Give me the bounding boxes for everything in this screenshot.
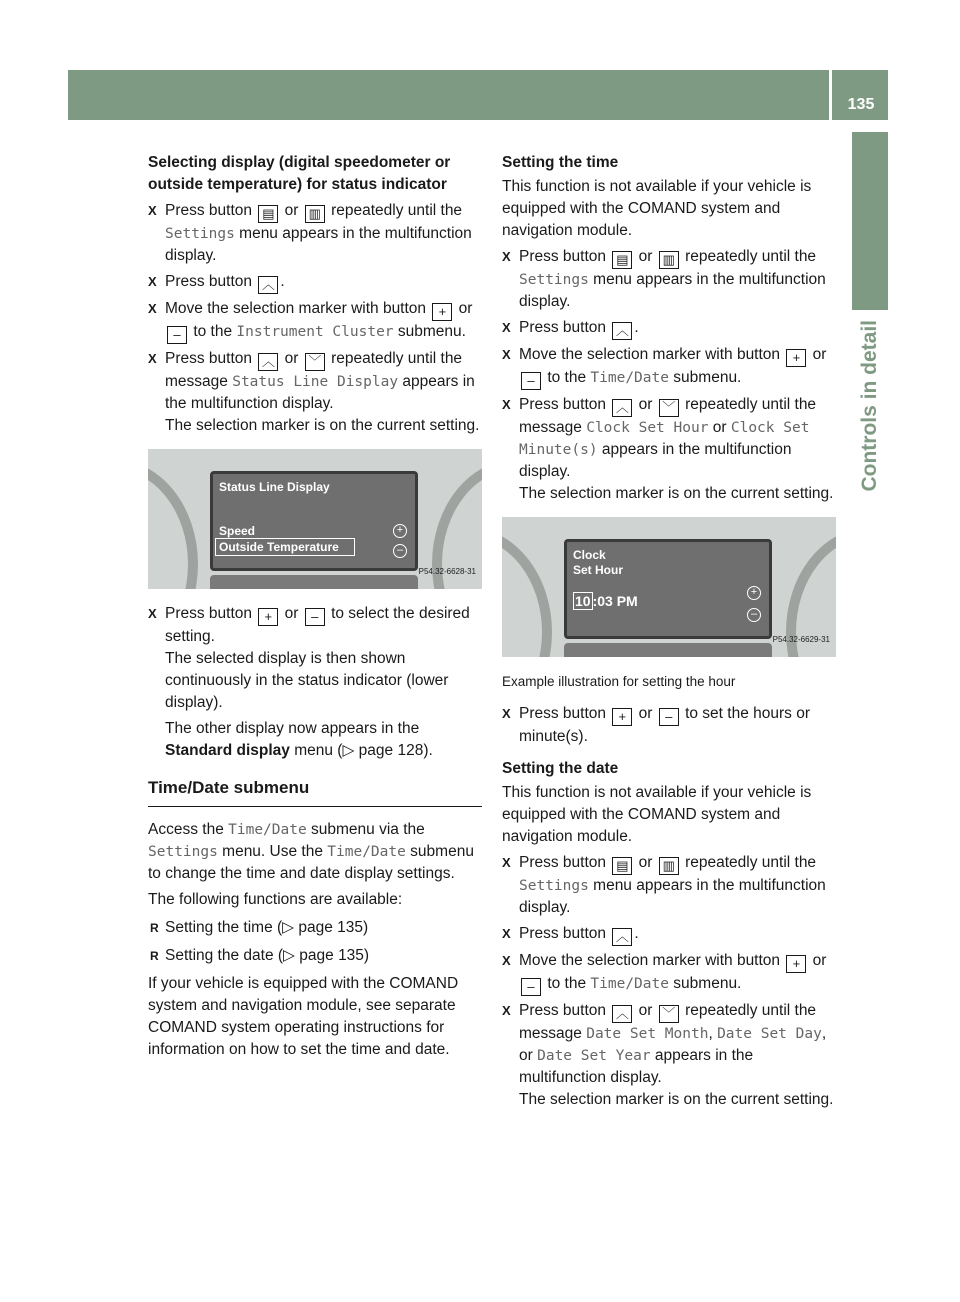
section-label: Controls in detail bbox=[858, 320, 881, 492]
step: X Move the selection marker with button + or – to the Instrument Cluster submenu. bbox=[148, 298, 482, 344]
multifunction-screen bbox=[564, 539, 772, 639]
subheading: Setting the time bbox=[502, 154, 619, 171]
plus-button-icon: + bbox=[786, 955, 806, 973]
step: X Move the selection marker with button + or – to the Time/Date submenu. bbox=[502, 344, 836, 390]
menu-forward-button-icon: ▥ bbox=[659, 857, 679, 875]
up-arrow-button-icon: ︿ bbox=[612, 1005, 632, 1023]
step: X Press button ︿ or ﹀ repeatedly until the message Date Set Month, Date Set Day, or Date Set Year appears in the multifunction display. The selection marker is on the current setting. bbox=[502, 1000, 836, 1111]
step: X Press button ︿ . bbox=[148, 271, 482, 294]
step: X Press button ▤ or ▥ repeatedly until the Settings menu appears in the multifunction display. bbox=[502, 246, 836, 313]
header-divider bbox=[829, 70, 832, 120]
paragraph: The other display now appears in the Standard display menu (▷ page 128). bbox=[165, 720, 433, 759]
lower-display bbox=[564, 643, 772, 657]
menu-forward-button-icon: ▥ bbox=[305, 205, 325, 223]
up-arrow-button-icon: ︿ bbox=[612, 928, 632, 946]
section-tab bbox=[852, 132, 888, 310]
paragraph: This function is not available if your vehicle is equipped with the COMAND system and navigation module. bbox=[502, 178, 812, 239]
screen-option: Outside Temperature bbox=[219, 540, 339, 554]
paragraph: Access the Time/Date submenu via the Settings menu. Use the Time/Date submenu to change the time and date display settings. bbox=[148, 821, 474, 882]
figure-code: P54.32-6628-31 bbox=[418, 567, 476, 576]
step: X Press button ▤ or ▥ repeatedly until the Settings menu appears in the multifunction display. bbox=[502, 852, 836, 919]
step: X Press button ︿ . bbox=[502, 923, 836, 946]
plus-button-icon: + bbox=[432, 303, 452, 321]
screen-subtitle: Set Hour bbox=[573, 563, 624, 577]
screen-option: Speed bbox=[219, 524, 256, 538]
step: X Press button ︿ . bbox=[502, 317, 836, 340]
down-arrow-button-icon: ﹀ bbox=[659, 1005, 679, 1023]
menu-back-button-icon: ▤ bbox=[612, 251, 632, 269]
minus-button-icon: – bbox=[659, 708, 679, 726]
down-arrow-button-icon: ﹀ bbox=[659, 399, 679, 417]
display-illustration bbox=[148, 449, 482, 589]
step: X Move the selection marker with button + or – to the Time/Date submenu. bbox=[502, 950, 836, 996]
up-arrow-button-icon: ︿ bbox=[258, 276, 278, 294]
subheading: Setting the date bbox=[502, 760, 619, 777]
plus-button-icon: + bbox=[786, 349, 806, 367]
down-arrow-button-icon: ﹀ bbox=[305, 353, 325, 371]
paragraph: If your vehicle is equipped with the COMAND system and navigation module, see separate COMAND system operating instructions for information on how to set the time and date. bbox=[148, 975, 459, 1058]
step: X Press button ▤ or ▥ repeatedly until the Settings menu appears in the multifunction display. bbox=[148, 200, 482, 267]
menu-back-button-icon: ▤ bbox=[612, 857, 632, 875]
step: X Press button ︿ or ﹀ repeatedly until the message Status Line Display appears in the multifunction display. The selection marker is on the current setting. bbox=[148, 348, 482, 437]
clock-illustration bbox=[502, 517, 836, 657]
step: X Press button ︿ or ﹀ repeatedly until the message Clock Set Hour or Clock Set Minute(s) appears in the multifunction display. The selection marker is on the current setting. bbox=[502, 394, 836, 505]
page-number: 135 bbox=[847, 96, 875, 113]
paragraph: This function is not available if your vehicle is equipped with the COMAND system and navigation module. bbox=[502, 784, 812, 845]
gauge-left bbox=[502, 527, 552, 657]
plus-icon: + bbox=[393, 524, 407, 538]
minus-icon: – bbox=[747, 608, 761, 622]
menu-back-button-icon: ▤ bbox=[258, 205, 278, 223]
gauge-left bbox=[148, 459, 198, 589]
paragraph: The following functions are available: bbox=[148, 891, 403, 908]
lower-display bbox=[210, 575, 418, 589]
step: X Press button + or – to select the desired setting. The selected display is then shown continuously in the status indicator (lower display). bbox=[148, 603, 482, 714]
minus-button-icon: – bbox=[521, 372, 541, 390]
minus-icon: – bbox=[393, 544, 407, 558]
minus-button-icon: – bbox=[305, 608, 325, 626]
left-column bbox=[148, 152, 482, 1061]
header-bar bbox=[68, 70, 888, 120]
section-title: Time/Date submenu bbox=[148, 776, 482, 807]
plus-icon: + bbox=[747, 586, 761, 600]
screen-time: 10 :03 PM bbox=[575, 593, 638, 609]
minus-button-icon: – bbox=[167, 326, 187, 344]
right-column bbox=[502, 152, 836, 1111]
list-item: R Setting the date (▷ page 135) bbox=[148, 945, 482, 967]
plus-button-icon: + bbox=[612, 708, 632, 726]
list-item: R Setting the time (▷ page 135) bbox=[148, 917, 482, 939]
menu-forward-button-icon: ▥ bbox=[659, 251, 679, 269]
step: X Press button + or – to set the hours or minute(s). bbox=[502, 703, 836, 748]
up-arrow-button-icon: ︿ bbox=[612, 399, 632, 417]
figure-code: P54.32-6629-31 bbox=[772, 635, 830, 644]
minus-button-icon: – bbox=[521, 978, 541, 996]
figure-caption: Example illustration for setting the hour bbox=[502, 674, 736, 689]
screen-title: Status Line Display bbox=[219, 480, 330, 494]
page-title: Control system bbox=[603, 20, 756, 43]
screen-title: Clock bbox=[573, 548, 606, 562]
up-arrow-button-icon: ︿ bbox=[612, 322, 632, 340]
subheading: Selecting display (digital speedometer or outside temperature) for status indicator bbox=[148, 154, 451, 193]
multifunction-screen bbox=[210, 471, 418, 571]
plus-button-icon: + bbox=[258, 608, 278, 626]
up-arrow-button-icon: ︿ bbox=[258, 353, 278, 371]
